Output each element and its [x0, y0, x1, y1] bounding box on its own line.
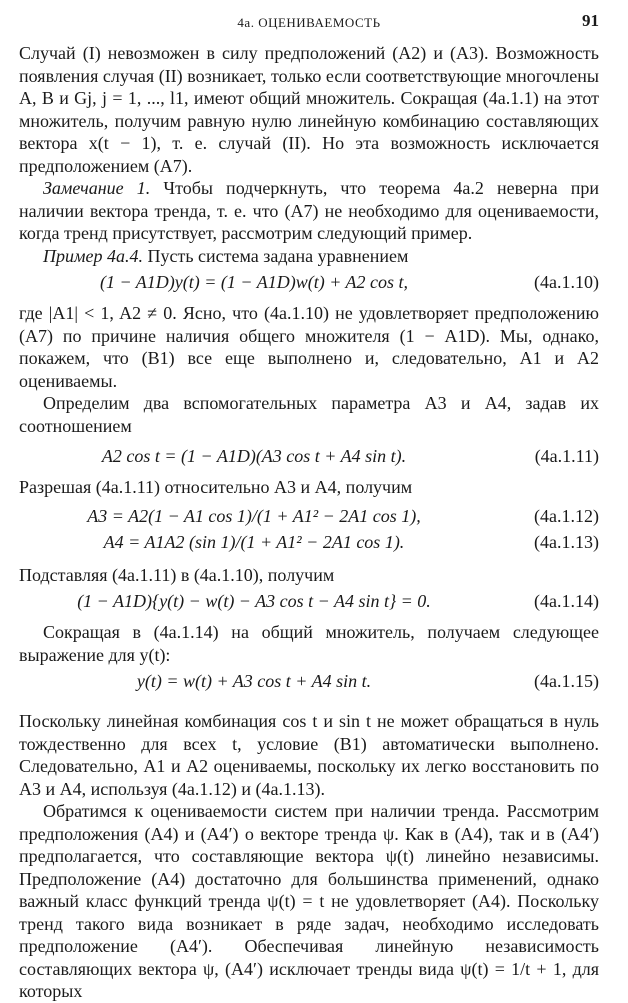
paragraph-5: Определим два вспомогательных параметра A3 и A4, задав их соотношением: [19, 393, 599, 436]
equation-4a-1-10: [19, 267, 599, 298]
remark-1-body: Чтобы подчеркнуть, что теорема 4a.2 неверна при наличии вектора тренда, т. е. что (A7) не необходимо для оцениваемости, когда тренд присутствует, рассмотрим следующий пример.: [19, 178, 599, 243]
page-header: [19, 0, 599, 42]
equation-formula: A2 cos t = (1 − A1D)(A3 cos t + A4 sin t).: [101, 446, 407, 466]
equation-formula: (1 − A1D)y(t) = (1 − A1D)w(t) + A2 cos t,: [99, 272, 409, 292]
equation-4a-1-15: [19, 666, 599, 697]
remark-1-lead: Замечание 1.: [43, 178, 151, 198]
paragraph-6: Разрешая (4a.1.11) относительно A3 и A4, получим: [19, 477, 413, 497]
equation-number: (4a.1.10): [534, 272, 599, 292]
remark-1: [19, 177, 599, 245]
equation-number: (4a.1.15): [534, 671, 599, 691]
paragraph-1: Случай (I) невозможен в силу предположений (A2) и (A3). Возможность появления случая (II) возникает, только если соответствующие многочлены A, B и Gj, j = 1, ..., l1, имеют общий множитель. Сокращая (4a.1.1) на этот множитель, получим равную нулю линейную комбинацию составляющих вектора x(t − 1), т. е. случай (II). Но эта возможность исключается предположением (A7).: [19, 43, 599, 176]
equation-4a-1-11: [19, 441, 599, 472]
example-4a4: [19, 245, 599, 268]
running-title: 4a. ОЦЕНИВАЕМОСТЬ: [237, 15, 381, 30]
equation-4a-1-12: [19, 503, 599, 529]
paragraph-9: Поскольку линейная комбинация cos t и sin t не может обращаться в нуль тождественно для всех t, условие (B1) автоматически выполнено. Следовательно, A1 и A2 оцениваемы, поскольку их легко восстановить по A3 и A4, используя (4a.1.12) и (4a.1.13).: [19, 711, 599, 799]
equation-formula: y(t) = w(t) + A3 cos t + A4 sin t.: [136, 671, 372, 691]
equation-formula: A3 = A2(1 − A1 cos 1)/(1 + A1² − 2A1 cos 1),: [87, 505, 421, 526]
page-number: 91: [582, 11, 599, 30]
equation-4a-1-14: [19, 586, 599, 617]
paragraph-7: Подставляя (4a.1.11) в (4a.1.10), получим: [19, 564, 335, 585]
example-4a4-lead: Пример 4a.4.: [43, 245, 143, 266]
equation-formula: A4 = A1A2 (sin 1)/(1 + A1² − 2A1 cos 1).: [103, 531, 405, 552]
equation-4a-1-13: [19, 529, 599, 555]
equation-number: (4a.1.11): [534, 446, 599, 466]
equation-number: (4a.1.12): [534, 505, 599, 526]
paragraph-10: Обратимся к оцениваемости систем при наличии тренда. Рассмотрим предположения (A4) и (A4′) о векторе тренда ψ. Как в (A4), так и в (A4′) предполагается, что составляющие вектора ψ(t) линейно независимы. Предположение (A4) достаточно для большинства применений, однако важный класс функций тренда ψ(t) = t не удовлетворяет (A4). Поскольку тренд такого вида возникает в ряде задач, необходимо исследовать предположение (A4′). Обеспечивая линейную независимость составляющих вектора ψ, (A4′) исключает тренды вида ψ(t) = 1/t + 1, для которых: [19, 801, 599, 1001]
paragraph-4: где |A1| < 1, A2 ≠ 0. Ясно, что (4a.1.10) не удовлетворяет предположению (A7) по причине наличия общего множителя (1 − A1D). Мы, однако, покажем, что (B1) все еще выполнено и, следовательно, A1 и A2 оцениваемы.: [19, 303, 599, 391]
equation-formula: (1 − A1D){y(t) − w(t) − A3 cos t − A4 sin t} = 0.: [77, 591, 431, 611]
equation-number: (4a.1.14): [534, 591, 599, 611]
example-4a4-body: Пусть система задана уравнением: [147, 245, 409, 266]
equation-number: (4a.1.13): [534, 531, 599, 552]
paragraph-8: Сокращая в (4a.1.14) на общий множитель, получаем следующее выражение для y(t):: [19, 622, 599, 665]
